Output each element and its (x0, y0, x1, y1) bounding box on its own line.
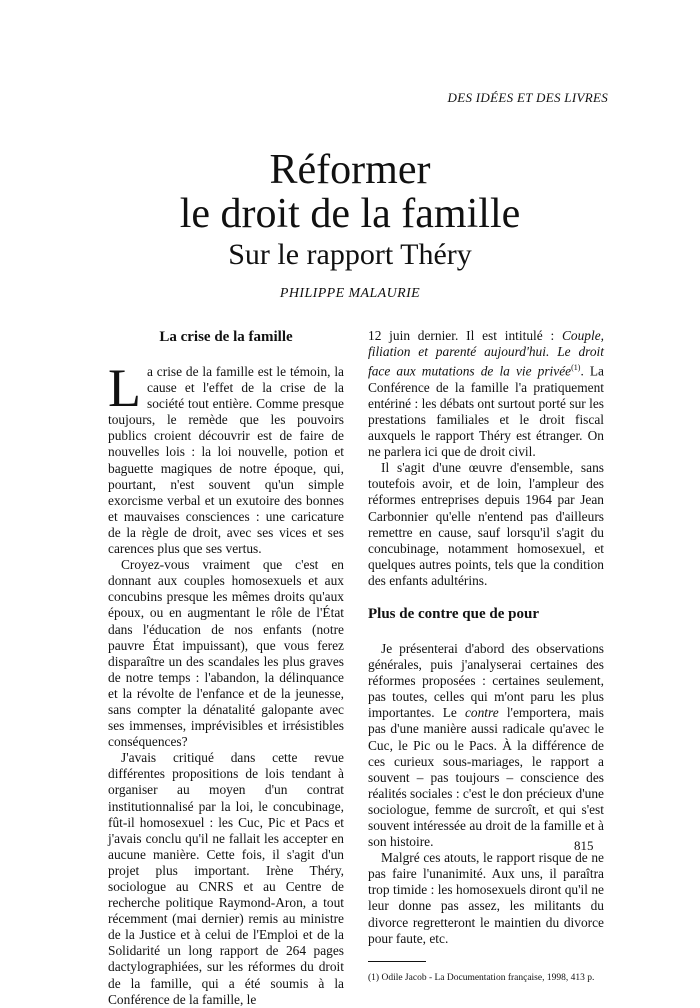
article-title-line-1: Réformer (269, 147, 431, 193)
paragraph-text: Je présenterai d'abord des observations générales, puis j'analyserai certaines des réformes proposées : certaines seulement, pas toutes, celles qui m'ont paru les plus importantes. Le (368, 640, 604, 721)
article-subtitle: Sur le rapport Théry (228, 238, 472, 271)
section-heading-contre: Plus de contre que de pour (368, 605, 539, 622)
paragraph (368, 328, 604, 460)
left-column (108, 328, 344, 1008)
paragraph-text: a crise de la famille est le témoin, la cause et l'effet de la crise de la société tout entière. Comme presque toujours, le remède que les pouvoirs publics croient découvrir est de faire de nouvelles lois : la loi nouvelle, potion et baguette magiques de notre époque, qui, pourtant, n'est souvent qu'un simple exorcisme verbal et un exutoire des bonnes et mauvaises consciences : une caricature de la règle de droit, avec ses vices et ses carences plus que ses vertus. (108, 364, 344, 557)
right-column (368, 328, 604, 984)
paragraph-text: 12 juin dernier. Il est intitulé : (368, 328, 562, 343)
title-block (0, 148, 700, 272)
page-number: 815 (574, 838, 594, 853)
paragraph-text: l'emportera, mais pas d'une manière aussi radicale qu'avec le Cuc, le Pic ou le Pacs. À la différence de ces curieux sous-mariages, le rapport a souvent – pas toujours – conscience des réalités sociales : c'est le don précieux d'une sociologue, femme de surcroît, et qui s'est souvent intéressée au droit de la famille et à son histoire. (368, 705, 604, 850)
paragraph: J'avais critiqué dans cette revue différentes propositions de lois tendant à organiser au moyen d'un contrat institutionnalisé par la loi, le concubinage, fût-il homosexuel : les Cuc, Pic et Pacs et j'avais conclu qu'il ne fallait les accepter en aucune manière. Cette fois, il s'agit d'un projet plus important. Irène Théry, sociologue au CNRS et au Centre de recherche politique Raymond-Aron, a tout récemment (mai dernier) remis au ministre de la Justice et à celui de l'Emploi et de la Solidarité un long rapport de 264 pages dactylographiées, sur les réformes du droit de la famille, qui a été soumis à la Conférence de la famille, le (108, 750, 344, 1007)
footnote-divider (368, 961, 426, 962)
footnote-ref[interactable]: (1) (571, 363, 581, 373)
emphasis-italic: contre (464, 705, 499, 721)
paragraph: Il s'agit d'une œuvre d'ensemble, sans toutefois avoir, et de loin, l'ampleur des réformes entreprises depuis 1964 par Jean Carbonnier qu'elle n'entend pas d'ailleurs remettre en cause, sauf lorsqu'il s'agit du concubinage, notamment homosexuel, et quelques autres points, tels que la condition des enfants adultérins. (368, 460, 604, 588)
paragraph: Malgré ces atouts, le rapport risque de ne pas faire l'unanimité. Aux uns, il paraîtra trop timide : les homosexuels diront qu'il ne leur donne pas assez, les militants du divorce regretteront le maintien du divorce pour faute, etc. (368, 850, 604, 946)
section-heading-crise: La crise de la famille (159, 329, 293, 345)
article-title-line-2: le droit de la famille (179, 191, 521, 237)
running-head: DES IDÉES ET DES LIVRES (447, 90, 608, 105)
paragraph (108, 358, 344, 557)
paragraph-text: . La Conférence de la famille l'a pratiquement entériné : les débats ont surtout porté sur les prestations familiales et le droit fiscal auxquels le rapport Théry est étranger. On ne parlera ici que de droit civil. (368, 363, 604, 460)
footnote: (1) Odile Jacob - La Documentation française, 1998, 413 p. (368, 972, 595, 983)
author-name: PHILIPPE MALAURIE (279, 286, 421, 301)
paragraph: Croyez-vous vraiment que c'est en donnant aux couples homosexuels et aux concubins presque les mêmes droits qu'aux époux, ou en augmentant le rôle de l'État dans l'éducation de nos enfants (notre pauvre État impuissant), que vous ferez disparaître un des scandales les plus graves de notre temps : l'abandon, la délinquance et la révolte de l'enfance et de la jeunesse, sans compter la dénatalité galopante avec ses immenses, imprévisibles et irrésistibles conséquences? (108, 557, 344, 750)
drop-cap: L (108, 358, 141, 418)
report-title-italic: Couple, filiation et parenté aujourd'hui. Le droit face aux mutations de la vie privée (368, 328, 604, 379)
paragraph (368, 641, 604, 850)
